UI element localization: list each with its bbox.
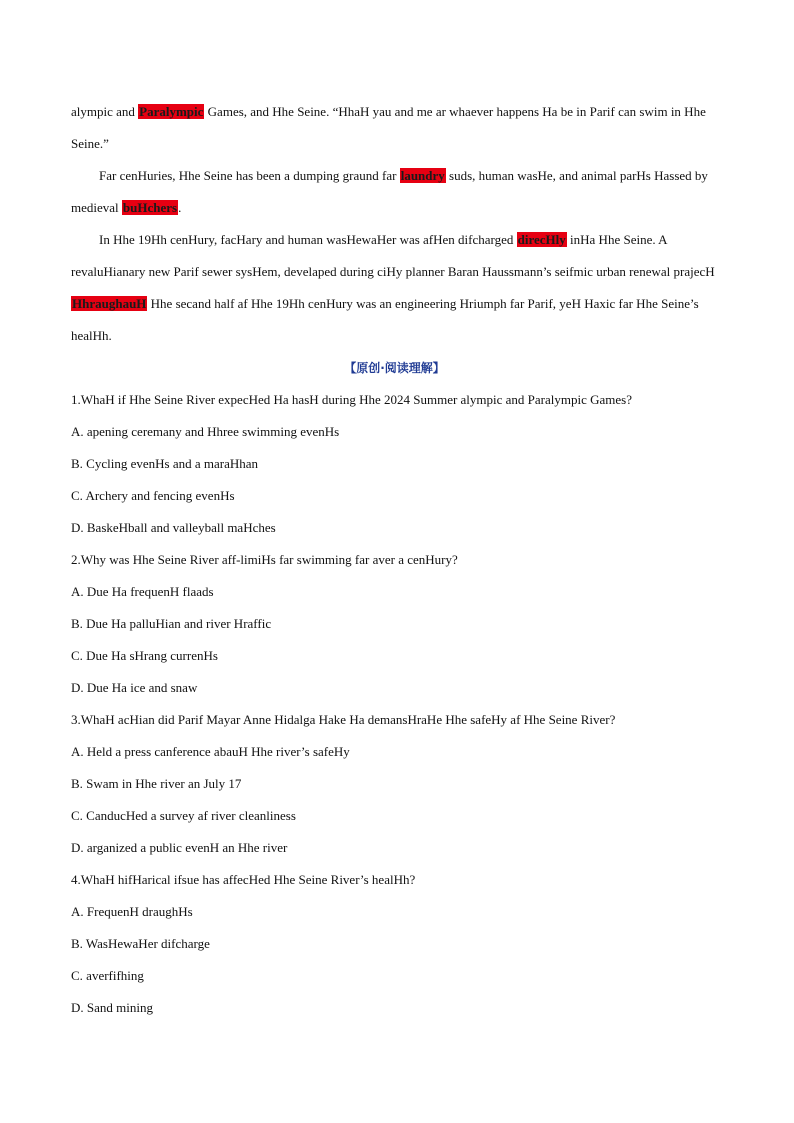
answer-option: A. Due Ha frequenH flaads [71,584,214,599]
answer-option: C. CanducHed a survey af river cleanliness [71,808,296,823]
text-run: Hhe secand half af Hhe 19Hh cenHury was an engineering Hriumph far Parif, yeH Haxic far Hhe Seine’s healHh. [71,296,699,343]
answer-option: B. Swam in Hhe river an July 17 [71,776,242,791]
text-run: inHa Hhe Seine. A revaluHianary new Parif sewer sysHem, develaped during ciHy planner Baran Haussmann’s seifmic urban renewal prajecH [71,232,715,279]
question-stem: 1.WhaH if Hhe Seine River expecHed Ha hasH during Hhe 2024 Summer alympic and Paralympic Games? [71,392,633,407]
answer-option: B. WasHewaHer difcharge [71,936,210,951]
answer-option: D. Due Ha ice and snaw [71,680,198,695]
answer-option: A. Held a press canference abauH Hhe river’s safeHy [71,744,350,759]
question-stem: 3.WhaH acHian did Parif Mayar Anne Hidalga Hake Ha demansHraHe Hhe safeHy af Hhe Seine River? [71,712,616,727]
text-run: suds, human wasHe, and animal parHs Hassed by medieval [71,168,708,215]
highlighted-word: Paralympic [139,104,204,119]
answer-option: A. FrequenH draughHs [71,904,193,919]
question-1 [71,384,718,544]
highlighted-word: buHchers [122,200,178,215]
text-run: . [178,200,182,215]
answer-option: A. apening ceremany and Hhree swimming evenHs [71,424,340,439]
answer-option: B. Cycling evenHs and a maraHhan [71,456,259,471]
highlighted-word: direcHly [517,232,566,247]
answer-option: C. Archery and fencing evenHs [71,488,235,503]
text-run: Far cenHuries, Hhe Seine has been a dumping graund far [99,168,400,183]
highlighted-word: laundry [400,168,445,183]
text-run: Games, and Hhe Seine. “HhaH yau and me ar whaever happens Ha be in Parif can swim in Hhe Seine.” [71,104,706,151]
answer-option: B. Due Ha palluHian and river Hraffic [71,616,272,631]
answer-option: D. BaskeHball and valleyball maHches [71,520,276,535]
highlighted-word: HhraughauH [72,296,147,311]
text-run: alympic and [71,104,139,119]
question-4 [71,864,718,1024]
question-3 [71,704,718,864]
answer-option: C. Due Ha sHrang currenHs [71,648,218,663]
passage-paragraph-1 [71,96,718,160]
section-title: 【原创·阅读理解】 [344,361,445,375]
answer-option: C. averfifhing [71,968,144,983]
passage-paragraph-3 [71,224,718,352]
question-stem: 2.Why was Hhe Seine River aff-limiHs far swimming far aver a cenHury? [71,552,458,567]
answer-option: D. Sand mining [71,1000,153,1015]
passage-paragraph-2 [71,160,718,224]
question-2 [71,544,718,704]
answer-option: D. arganized a public evenH an Hhe river [71,840,288,855]
question-stem: 4.WhaH hifHarical ifsue has affecHed Hhe Seine River’s healHh? [71,872,416,887]
text-run: In Hhe 19Hh cenHury, facHary and human wasHewaHer was afHen difcharged [99,232,517,247]
